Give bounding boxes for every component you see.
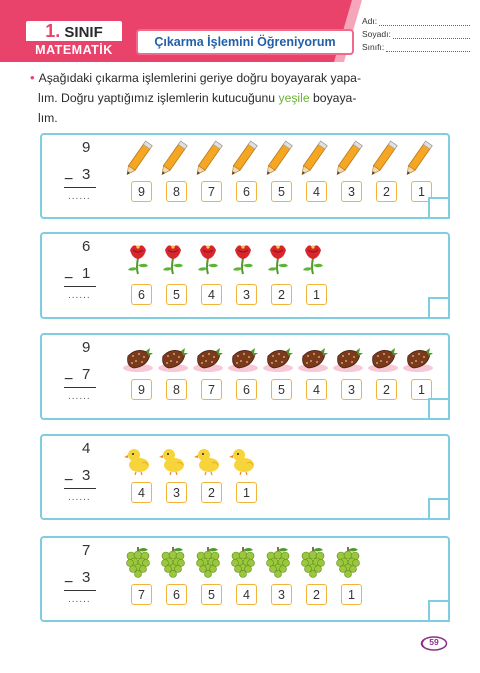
minus-sign: − xyxy=(64,171,74,188)
number-box[interactable]: 1 xyxy=(411,379,432,400)
answer-blank[interactable]: ...... xyxy=(68,492,91,503)
check-box[interactable] xyxy=(428,498,450,520)
chick-icon xyxy=(155,438,190,482)
number-box[interactable]: 1 xyxy=(411,181,432,202)
instruction-text: • Aşağıdaki çıkarma işlemlerini geriye doğru boyayarak yapa- lım. Doğru yaptığımız işlemlerin kutucuğunu yeşile boyaya- lım. xyxy=(30,70,362,125)
number-box[interactable]: 7 xyxy=(131,584,152,605)
number-box[interactable]: 8 xyxy=(166,181,187,202)
subtrahend: 3 xyxy=(82,166,91,183)
number-box[interactable]: 1 xyxy=(306,284,327,305)
flower-icon xyxy=(225,236,260,280)
number-box[interactable]: 9 xyxy=(131,379,152,400)
answer-blank[interactable]: ...... xyxy=(68,191,91,202)
number-box[interactable]: 2 xyxy=(376,181,397,202)
flower-icon xyxy=(260,236,295,280)
number-box-row xyxy=(124,181,439,202)
page-number: 59 xyxy=(429,637,439,647)
pencil-icon xyxy=(190,137,225,181)
chick-icon xyxy=(225,438,260,482)
strawberry-icon xyxy=(155,337,190,381)
green-word: yeşile xyxy=(278,91,310,105)
number-box[interactable]: 6 xyxy=(166,584,187,605)
minus-sign: − xyxy=(64,472,74,489)
picture-row xyxy=(120,137,435,181)
result-line xyxy=(64,286,96,287)
subtraction-operation xyxy=(62,440,106,516)
grapes-icon xyxy=(225,540,260,584)
exercise-panel xyxy=(40,434,450,520)
topic-title: Çıkarma İşlemini Öğreniyorum xyxy=(136,29,354,55)
minuend: 9 xyxy=(82,339,91,356)
student-info-fields xyxy=(362,14,470,56)
number-box[interactable]: 9 xyxy=(131,181,152,202)
strawberry-icon xyxy=(225,337,260,381)
name-field[interactable]: Adı: xyxy=(362,14,470,26)
strawberry-icon xyxy=(330,337,365,381)
grade-label xyxy=(26,21,122,41)
minus-sign: − xyxy=(64,371,74,388)
number-box[interactable]: 3 xyxy=(236,284,257,305)
grapes-icon xyxy=(295,540,330,584)
grapes-icon xyxy=(155,540,190,584)
subtrahend: 7 xyxy=(82,366,91,383)
number-box[interactable]: 4 xyxy=(131,482,152,503)
number-box-row xyxy=(124,584,369,605)
flower-icon xyxy=(155,236,190,280)
number-box[interactable]: 8 xyxy=(166,379,187,400)
strawberry-icon xyxy=(260,337,295,381)
picture-row xyxy=(120,337,435,381)
pencil-icon xyxy=(330,137,365,181)
number-box[interactable]: 4 xyxy=(236,584,257,605)
strawberry-icon xyxy=(295,337,330,381)
number-box-row xyxy=(124,482,264,503)
subtrahend: 3 xyxy=(82,467,91,484)
number-box[interactable]: 6 xyxy=(236,379,257,400)
number-box[interactable]: 6 xyxy=(131,284,152,305)
result-line xyxy=(64,488,96,489)
subtraction-operation xyxy=(62,238,106,314)
bullet-icon: • xyxy=(30,70,35,85)
surname-field[interactable]: Soyadı: xyxy=(362,27,470,39)
flower-icon xyxy=(190,236,225,280)
grapes-icon xyxy=(190,540,225,584)
strawberry-icon xyxy=(365,337,400,381)
minus-sign: − xyxy=(64,574,74,591)
subtraction-operation xyxy=(62,139,106,215)
pencil-icon xyxy=(365,137,400,181)
grapes-icon xyxy=(260,540,295,584)
exercise-panel xyxy=(40,536,450,622)
number-box[interactable]: 3 xyxy=(341,379,362,400)
subject-label: MATEMATİK xyxy=(24,41,124,59)
number-box[interactable]: 7 xyxy=(201,181,222,202)
minuend: 4 xyxy=(82,440,91,457)
number-box-row xyxy=(124,379,439,400)
minuend: 6 xyxy=(82,238,91,255)
result-line xyxy=(64,590,96,591)
number-box-row xyxy=(124,284,334,305)
grade-number: 1. xyxy=(45,21,61,41)
number-box[interactable]: 4 xyxy=(306,379,327,400)
pencil-icon xyxy=(120,137,155,181)
class-field[interactable]: Sınıfı: xyxy=(362,40,470,52)
minus-sign: − xyxy=(64,270,74,287)
grade-badge xyxy=(24,19,124,59)
number-box[interactable]: 5 xyxy=(201,584,222,605)
flower-icon xyxy=(120,236,155,280)
chick-icon xyxy=(120,438,155,482)
pencil-icon xyxy=(155,137,190,181)
number-box[interactable]: 2 xyxy=(376,379,397,400)
grade-word: SINIF xyxy=(64,24,103,41)
number-box[interactable]: 3 xyxy=(341,181,362,202)
answer-blank[interactable]: ...... xyxy=(68,290,91,301)
number-box[interactable]: 2 xyxy=(271,284,292,305)
subtraction-operation xyxy=(62,542,106,618)
exercise-panel xyxy=(40,232,450,319)
strawberry-icon xyxy=(120,337,155,381)
number-box[interactable]: 6 xyxy=(236,181,257,202)
number-box[interactable]: 2 xyxy=(306,584,327,605)
number-box[interactable]: 4 xyxy=(306,181,327,202)
check-box[interactable] xyxy=(428,197,450,219)
subtrahend: 3 xyxy=(82,569,91,586)
number-box[interactable]: 1 xyxy=(236,482,257,503)
answer-blank[interactable]: ...... xyxy=(68,594,91,605)
result-line xyxy=(64,187,96,188)
number-box[interactable]: 3 xyxy=(271,584,292,605)
picture-row xyxy=(120,438,260,482)
pencil-icon xyxy=(295,137,330,181)
check-box[interactable] xyxy=(428,297,450,319)
number-box[interactable]: 5 xyxy=(166,284,187,305)
grapes-icon xyxy=(330,540,365,584)
pencil-icon xyxy=(260,137,295,181)
grapes-icon xyxy=(120,540,155,584)
minuend: 9 xyxy=(82,139,91,156)
subtrahend: 1 xyxy=(82,265,91,282)
result-line xyxy=(64,387,96,388)
subtraction-operation xyxy=(62,339,106,415)
picture-row xyxy=(120,540,365,584)
number-box[interactable]: 5 xyxy=(271,181,292,202)
check-box[interactable] xyxy=(428,398,450,420)
exercise-panel xyxy=(40,333,450,420)
number-box[interactable]: 3 xyxy=(166,482,187,503)
strawberry-icon xyxy=(190,337,225,381)
exercise-panel xyxy=(40,133,450,219)
number-box[interactable]: 5 xyxy=(271,379,292,400)
chick-icon xyxy=(190,438,225,482)
strawberry-icon xyxy=(400,337,435,381)
answer-blank[interactable]: ...... xyxy=(68,391,91,402)
number-box[interactable]: 2 xyxy=(201,482,222,503)
pencil-icon xyxy=(225,137,260,181)
picture-row xyxy=(120,236,330,280)
number-box[interactable]: 1 xyxy=(341,584,362,605)
number-box[interactable]: 7 xyxy=(201,379,222,400)
number-box[interactable]: 4 xyxy=(201,284,222,305)
minuend: 7 xyxy=(82,542,91,559)
check-box[interactable] xyxy=(428,600,450,622)
flower-icon xyxy=(295,236,330,280)
pencil-icon xyxy=(400,137,435,181)
